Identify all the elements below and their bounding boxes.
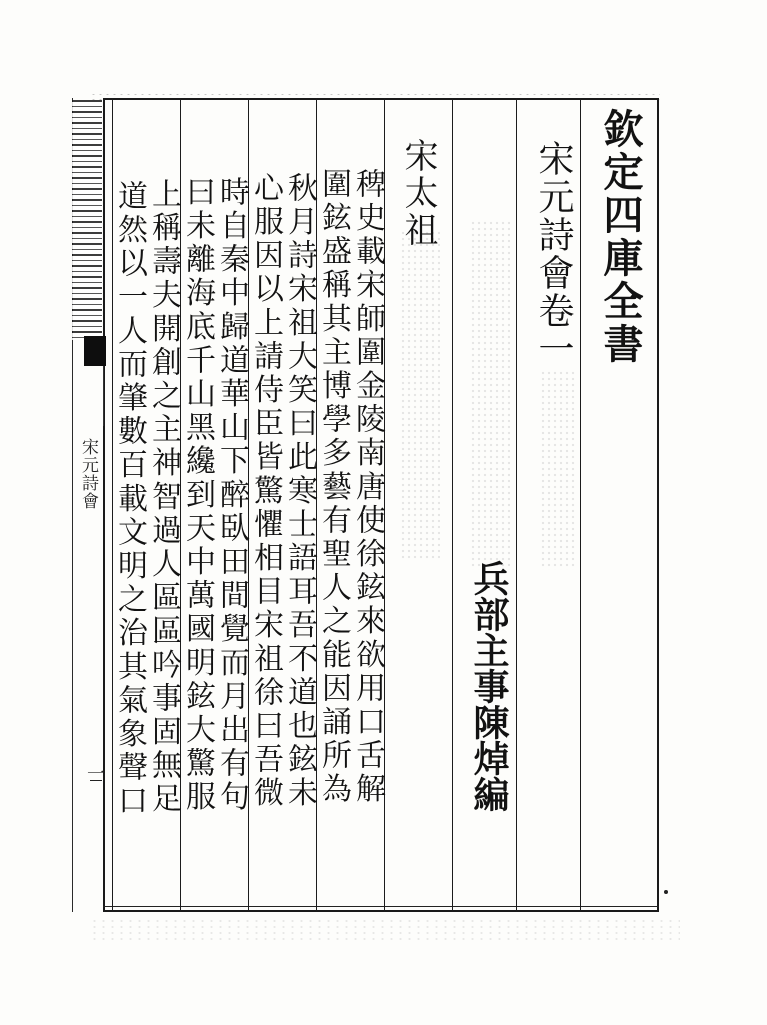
column-rule — [580, 98, 581, 912]
fold-edge-title-fragment — [72, 100, 102, 340]
volume-title: 宋元詩會卷一 — [533, 140, 574, 368]
fishtail-mark — [84, 336, 106, 366]
show-through-ghost — [470, 220, 510, 570]
body-column: 秋月詩宋祖大笑曰此寒士語耳吾不道也鉉未 — [282, 172, 317, 811]
body-column: 時自秦中歸道華山下醉臥田間覺而月出有句 — [214, 176, 249, 815]
fold-tick — [90, 780, 102, 781]
scan-noise-bottom — [90, 918, 680, 944]
body-column: 稗史載宋師圍金陵南唐使徐鉉來欲用口舌解 — [350, 168, 385, 807]
frame-bottom-rule — [103, 906, 659, 907]
body-column: 曰未離海底千山黑纔到天中萬國明鉉大驚服 — [180, 176, 215, 815]
body-column: 心服因以上請侍臣皆驚懼相目宋祖徐曰吾微 — [248, 172, 283, 811]
editor-credit: 兵部主事陳焯編 — [468, 560, 510, 812]
body-column: 上稱壽夫開創之主神智過人區區吟事固無足 — [146, 178, 181, 817]
fold-book-title: 宋元詩會 — [78, 438, 98, 510]
column-rule — [452, 98, 453, 912]
margin-dot — [664, 890, 668, 894]
body-column: 道然以一人而肇數百載文明之治其氣象聲口 — [112, 180, 147, 819]
section-heading: 宋太祖 — [398, 138, 438, 249]
body-column: 圍鉉盛稱其主博學多藝有聖人之能因誦所為 — [316, 168, 351, 807]
fold-page-number: 一 — [87, 764, 105, 785]
fold-rule — [103, 366, 104, 426]
show-through-ghost — [400, 230, 440, 560]
column-rule — [516, 98, 517, 912]
series-title: 欽定四庫全書 — [597, 108, 644, 366]
show-through-ghost — [540, 370, 575, 570]
